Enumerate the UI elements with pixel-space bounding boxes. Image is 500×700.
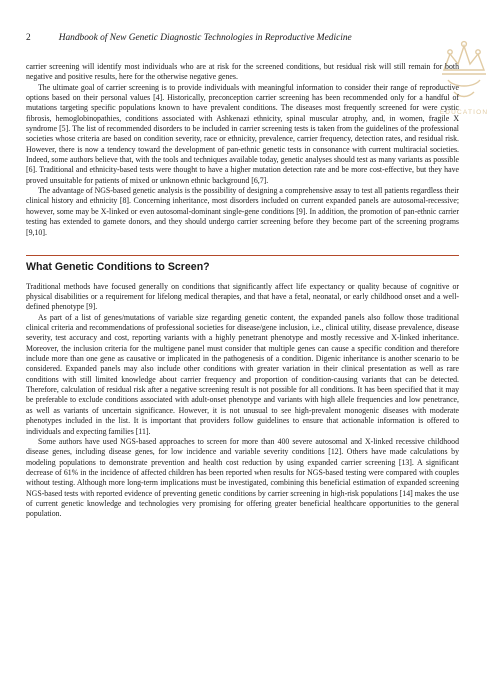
page-number: 2 (26, 33, 31, 43)
paragraph-2: The ultimate goal of carrier screening is to provide individuals with meaningful information to consider their range of reproductive options based on their personal values [4]. Historically, preconception carrier screening has been recommended only for a handful of mutations targeting specific populations known to have prevalent conditions. The diseases most frequently screened for were cystic fibrosis, hemoglobinopathies, conditions associated with Ashkenazi ethnicity, spinal muscular atrophy, and, in women, fragile X syndrome [5]. The list of recommended disorders to be included in carrier screening tests is taken from the guidelines of the professional societies whose criteria are based on condition severity, race or ethnicity, prevalence, carrier frequency, detection rates, and residual risk. However, there is now a tendency toward the development of pan-ethnic genetic tests in consonance with current multiracial societies. Indeed, some authors believe that, with the tools and techniques available today, genetic analyses should test as many variants as possible [6]. Traditional and ethnicity-based tests were thought to have a higher mutation detection rate and be more cost-effective, but they have proved unsuitable for patients of mixed or unknown ethnic background [6,7]. (26, 82, 459, 185)
watermark-letters: EDUCATION (439, 109, 489, 116)
section-heading: What Genetic Conditions to Screen? (26, 261, 210, 274)
running-head (26, 33, 466, 47)
paragraph-3: The advantage of NGS-based genetic analysis is the possibility of designing a comprehensive assay to test all patients regardless their clinical history and ethnicity [8]. Concerning inheritance, most disorders included on current expanded panels are autosomal-recessive; however, some may be X-linked or even autosomal-dominant single-gene conditions [9]. In addition, the promotion of pan-ethnic carrier testing has extended to gamete donors, and they should undergo carrier screening before they become part of the screening programs [9,10]. (26, 186, 459, 237)
paragraph-6: Some authors have used NGS-based approaches to screen for more than 400 severe autosomal and X-linked recessive childhood disease genes, including disease genes, for low incidence and variable severity conditions [12]. Others have made calculations by modeling populations to demonstrate prevention and health cost reduction by using expanded carrier screening [13]. A significant decrease of 61% in the incidence of affected children has been reported when results for NGS-based testing were compared with couples without testing. Although more long-term implications must be investigated, combining this beneficial estimation of expanded screening NGS-based tests with reported evidence of preventing genetic conditions by carrier screening in high-risk populations [14] makes the use of current genetic knowledge and technologies very promising for offering greater beneficial healthcare opportunities to the general population. (26, 436, 459, 519)
section-header (26, 255, 459, 273)
paragraph-1: carrier screening will identify most individuals who are at risk for the screened conditions, but residual risk will still remain for both negative and positive results, here for the otherwise negative genes. (26, 62, 459, 82)
running-head-title: Handbook of New Genetic Diagnostic Technologies in Reproductive Medicine (58, 33, 352, 43)
section-rule (26, 255, 459, 257)
paragraph-4: Traditional methods have focused generally on conditions that significantly affect life expectancy or quality because of cognitive or physical disabilities or a requirement for lifelong medical therapies, and that have a fetal, neonatal, or early childhood onset and a well-defined phenotype [9]. (26, 281, 459, 312)
body-text (26, 62, 459, 520)
paragraph-5: As part of a list of genes/mutations of variable size regarding genetic content, the expanded panels also follow those traditional clinical criteria and recommendations of professional societies for disease/gene inclusion, i.e., clinical utility, disease prevalence, disease severity, test accuracy and cost, reporting variants with a highly penetrant phenotype and mostly recessive and X-linked inheritance. Moreover, the inclusion criteria for the multigene panel must consider that multiple genes can cause a specific condition and therefore include more than one gene as causative or implicated in the pathogenesis of a condition. Digenic inheritance is another scenario to be considered. Expanded panels may also include other conditions with greater variation in their clinical presentation as well as rare conditions with still limited knowledge about carrier frequency and proportion of condition-causing variants that can be detected. Therefore, calculation of residual risk after a negative screening result is not possible for all conditions. It has been specified that it may be preferable to exclude conditions associated with adult-onset phenotype and variants with high allele frequencies and low penetrance, as well as variants of uncertain significance. However, it is not unusual to see high-prevalent monogenic diseases with moderate phenotypes included in the list. It is important that providers follow guidelines to ensure that actionable information is offered to individuals and expecting families [11]. (26, 312, 459, 436)
